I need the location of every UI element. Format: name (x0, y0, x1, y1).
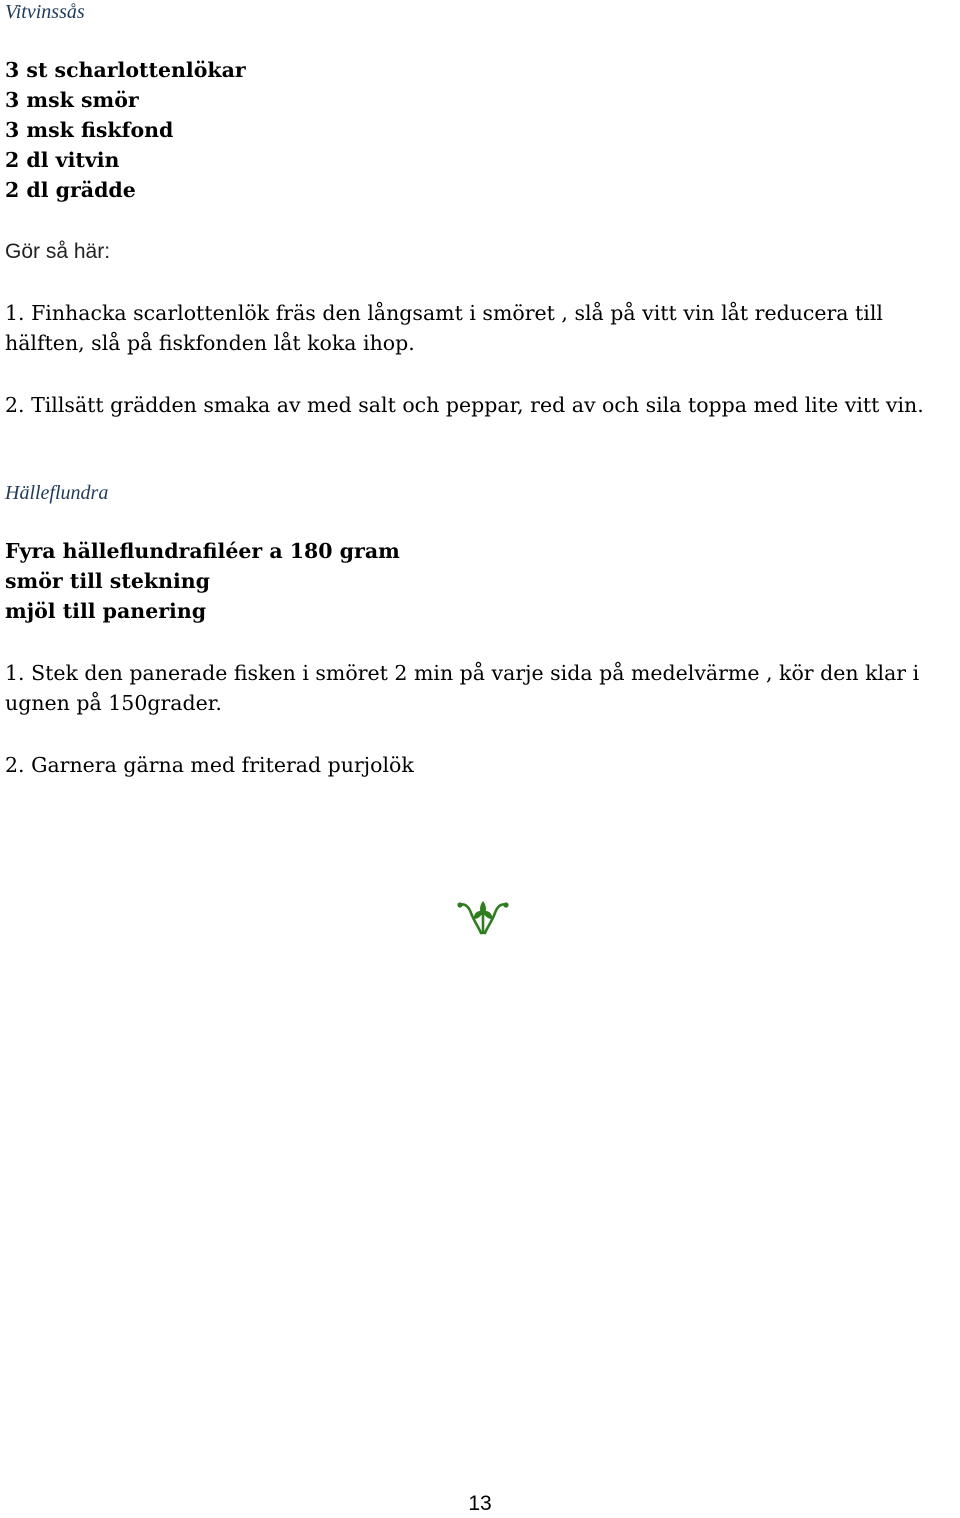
sauce-ingredient: 3 msk smör (5, 88, 139, 112)
sauce-ingredient-list (5, 55, 246, 205)
fish-step-1: 1. Stek den panerade fisken i smöret 2 min på varje sida på medelvärme , kör den klar i ugnen på 150grader. (5, 661, 920, 715)
leaf-flourish-icon (457, 897, 509, 937)
sauce-step-1: 1. Finhacka scarlottenlök fräs den långsamt i smöret , slå på vitt vin låt reducera till hälften, slå på fiskfonden låt koka ihop. (5, 301, 883, 355)
fish-title: Hälleflundra (5, 482, 109, 504)
fish-step-2: 2. Garnera gärna med friterad purjolök (5, 753, 414, 777)
fish-ingredient: mjöl till panering (5, 599, 207, 623)
fish-ingredient: Fyra hälleflundrafiléer a 180 gram (5, 539, 400, 563)
page-number: 13 (468, 1492, 492, 1515)
sauce-ingredient: 2 dl vitvin (5, 148, 120, 172)
sauce-step-2: 2. Tillsätt grädden smaka av med salt och peppar, red av och sila toppa med lite vitt vin. (5, 393, 924, 417)
sauce-ingredient: 3 st scharlottenlökar (5, 58, 246, 82)
instructions-label: Gör så här: (5, 240, 111, 263)
fish-ingredient-list (5, 536, 400, 626)
sauce-ingredient: 2 dl grädde (5, 178, 136, 202)
fish-ingredient: smör till stekning (5, 569, 210, 593)
sauce-ingredient: 3 msk fiskfond (5, 118, 174, 142)
sauce-title: Vitvinssås (5, 1, 85, 23)
